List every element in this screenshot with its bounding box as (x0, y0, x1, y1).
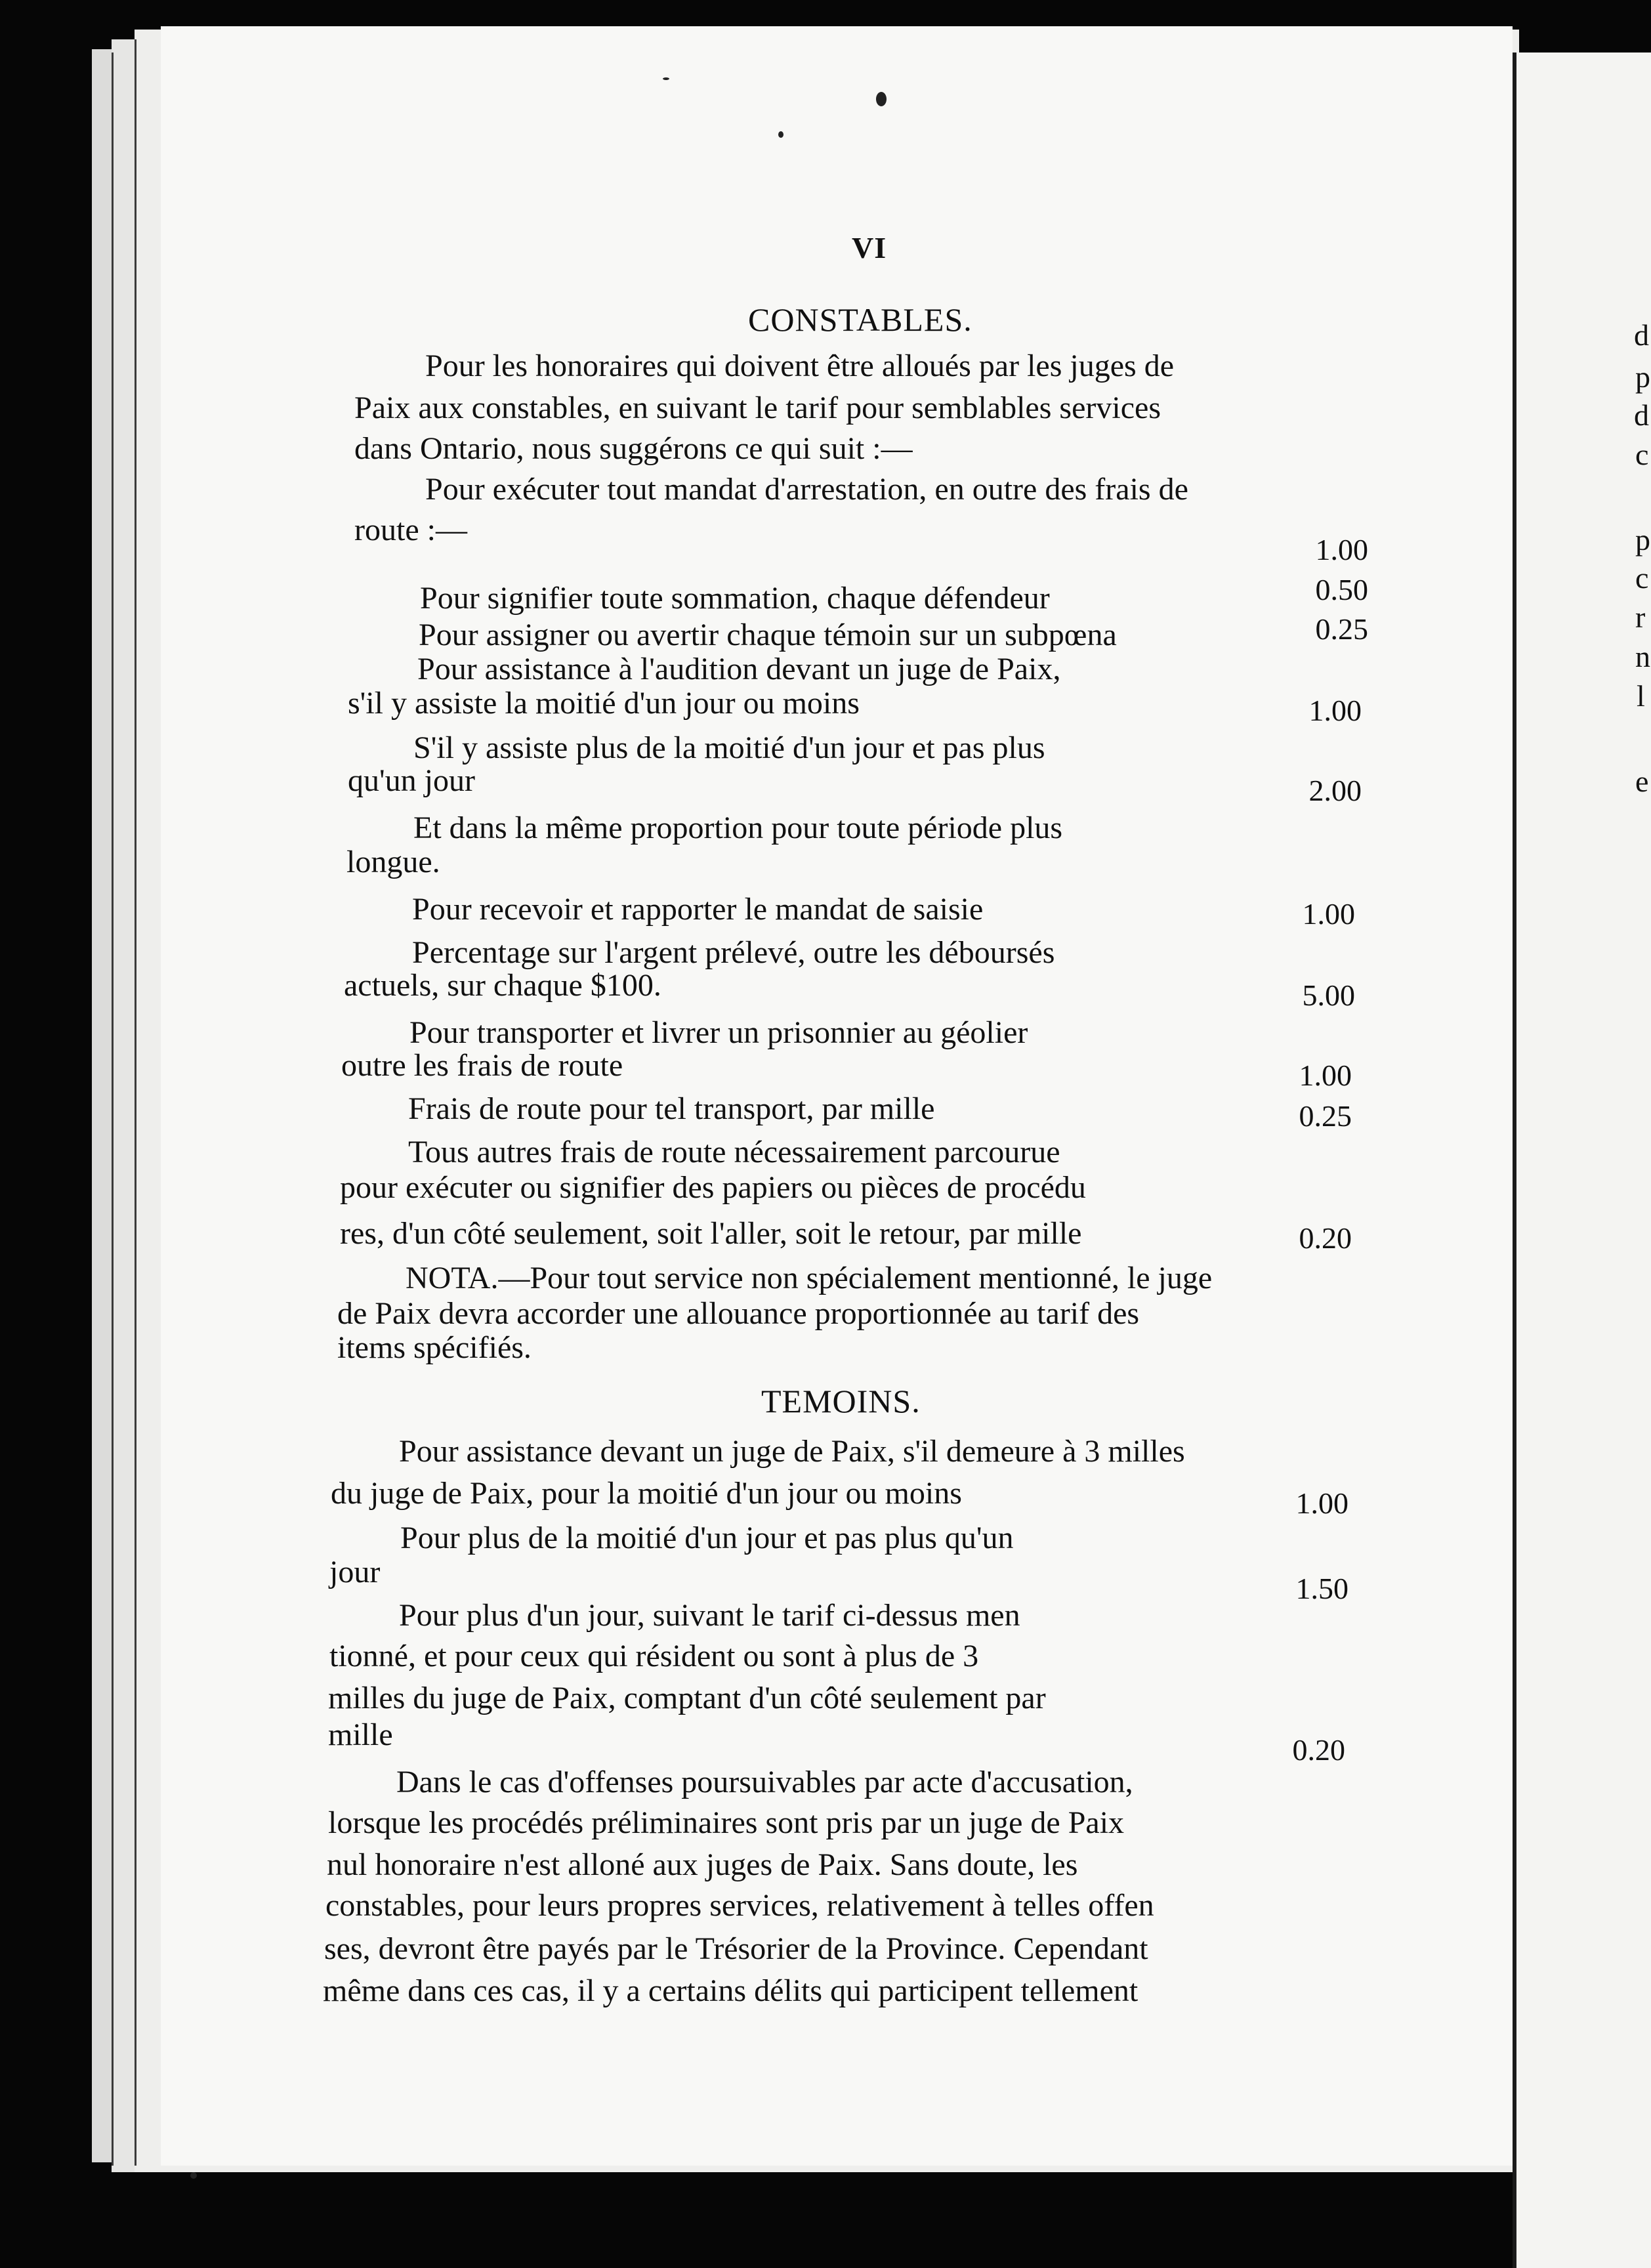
fee-amount: 1.50 (1295, 1572, 1348, 1605)
text-line: longue. (346, 845, 440, 879)
fee-amount: 1.00 (1308, 694, 1362, 727)
adjacent-page-fragment: d (1634, 398, 1649, 432)
text-line: Pour signifier toute sommation, chaque défendeur (420, 581, 1050, 616)
text-line: Pour assistance devant un juge de Paix, s'il demeure à 3 milles (399, 1434, 1185, 1469)
text-line: Percentage sur l'argent prélevé, outre les déboursés (412, 935, 1055, 970)
text-line: S'il y assiste plus de la moitié d'un jour et pas plus (413, 730, 1045, 765)
text-line: items spécifiés. (337, 1330, 532, 1365)
fee-amount: 1.00 (1299, 1059, 1352, 1092)
fee-amount: 1.00 (1302, 897, 1355, 931)
text-line: Pour plus de la moitié d'un jour et pas plus qu'un (400, 1521, 1014, 1555)
adjacent-page-fragment: c (1635, 438, 1649, 471)
adjacent-page-fragment: p (1635, 523, 1650, 556)
section-heading-temoins: TEMOINS. (761, 1383, 921, 1419)
adjacent-page-fragment: d (1634, 318, 1649, 352)
text-line: Pour exécuter tout mandat d'arrestation, en outre des frais de (425, 472, 1188, 507)
text-line: Pour transporter et livrer un prisonnier au géolier (409, 1015, 1028, 1050)
text-line: ses, devront être payés par le Trésorier de la Province. Cependant (324, 1931, 1148, 1966)
section-heading-constables: CONSTABLES. (748, 301, 972, 338)
text-line: Paix aux constables, en suivant le tarif pour semblables services (354, 390, 1161, 425)
text-line: Pour assigner ou avertir chaque témoin sur un subpœna (419, 618, 1117, 652)
text-line: s'il y assiste la moitié d'un jour ou moins (348, 686, 860, 721)
fee-amount: 0.25 (1299, 1099, 1352, 1133)
ink-speck (778, 131, 784, 138)
text-line: constables, pour leurs propres services, relativement à telles offen (325, 1888, 1154, 1923)
fee-amount: 2.00 (1308, 774, 1362, 807)
text-line: même dans ces cas, il y a certains délits qui participent tellement (323, 1973, 1139, 2008)
page-edge-line (112, 52, 114, 2166)
ink-speck (663, 77, 669, 80)
text-line: Et dans la même proportion pour toute période plus (413, 810, 1063, 845)
page-edge-line (135, 39, 136, 2166)
text-line: de Paix devra accorder une allouance proportionnée au tarif des (337, 1296, 1140, 1331)
text-line: dans Ontario, nous suggérons ce qui suit :— (354, 431, 913, 466)
text-line: jour (329, 1555, 381, 1589)
text-line: pour exécuter ou signifier des papiers ou pièces de procédu (340, 1170, 1086, 1205)
text-line: Pour recevoir et rapporter le mandat de saisie (412, 892, 984, 927)
text-line: route :— (354, 513, 467, 547)
text-line: qu'un jour (348, 763, 475, 798)
adjacent-page-fragment: n (1635, 640, 1650, 673)
text-line: actuels, sur chaque $100. (344, 968, 661, 1003)
fee-amount: 0.25 (1315, 612, 1368, 646)
text-line: Frais de route pour tel transport, par mille (408, 1091, 935, 1126)
text-line: res, d'un côté seulement, soit l'aller, soit le retour, par mille (340, 1216, 1082, 1251)
text-line: Pour les honoraires qui doivent être alloués par les juges de (425, 348, 1175, 383)
page-number: VI (852, 231, 887, 264)
text-line: lorsque les procédés préliminaires sont pris par un juge de Paix (328, 1805, 1125, 1840)
adjacent-page-fragment: r (1635, 600, 1646, 634)
ink-speck (876, 92, 887, 106)
fee-amount: 1.00 (1315, 533, 1368, 566)
text-line: mille (328, 1717, 393, 1752)
text-line: NOTA.—Pour tout service non spécialement mentionné, le juge (406, 1261, 1213, 1295)
text-line: milles du juge de Paix, comptant d'un côté seulement par (328, 1681, 1046, 1715)
ink-speck (190, 2172, 197, 2179)
fee-amount: 1.00 (1295, 1486, 1348, 1520)
adjacent-page-fragment: l (1637, 679, 1645, 713)
fee-amount: 5.00 (1302, 978, 1355, 1012)
text-line: Pour assistance à l'audition devant un juge de Paix, (417, 652, 1061, 686)
text-line: tionné, et pour ceux qui résident ou sont à plus de 3 (329, 1639, 979, 1673)
fee-amount: 0.20 (1299, 1221, 1352, 1255)
fee-amount: 0.20 (1292, 1733, 1345, 1767)
text-line: du juge de Paix, pour la moitié d'un jour ou moins (331, 1476, 962, 1511)
text-line: Pour plus d'un jour, suivant le tarif ci-dessus men (399, 1598, 1020, 1633)
fee-amount: 0.50 (1315, 573, 1368, 606)
text-line: outre les frais de route (341, 1048, 623, 1083)
text-line: Dans le cas d'offenses poursuivables par acte d'accusation, (396, 1765, 1133, 1799)
adjacent-page-fragment: p (1635, 360, 1650, 394)
text-line: Tous autres frais de route nécessairement parcourue (408, 1135, 1060, 1169)
adjacent-page (1513, 52, 1651, 2268)
adjacent-page-fragment: c (1635, 561, 1649, 595)
adjacent-page-fragment: e (1635, 765, 1649, 798)
text-line: nul honoraire n'est alloné aux juges de Paix. Sans doute, les (327, 1847, 1078, 1882)
